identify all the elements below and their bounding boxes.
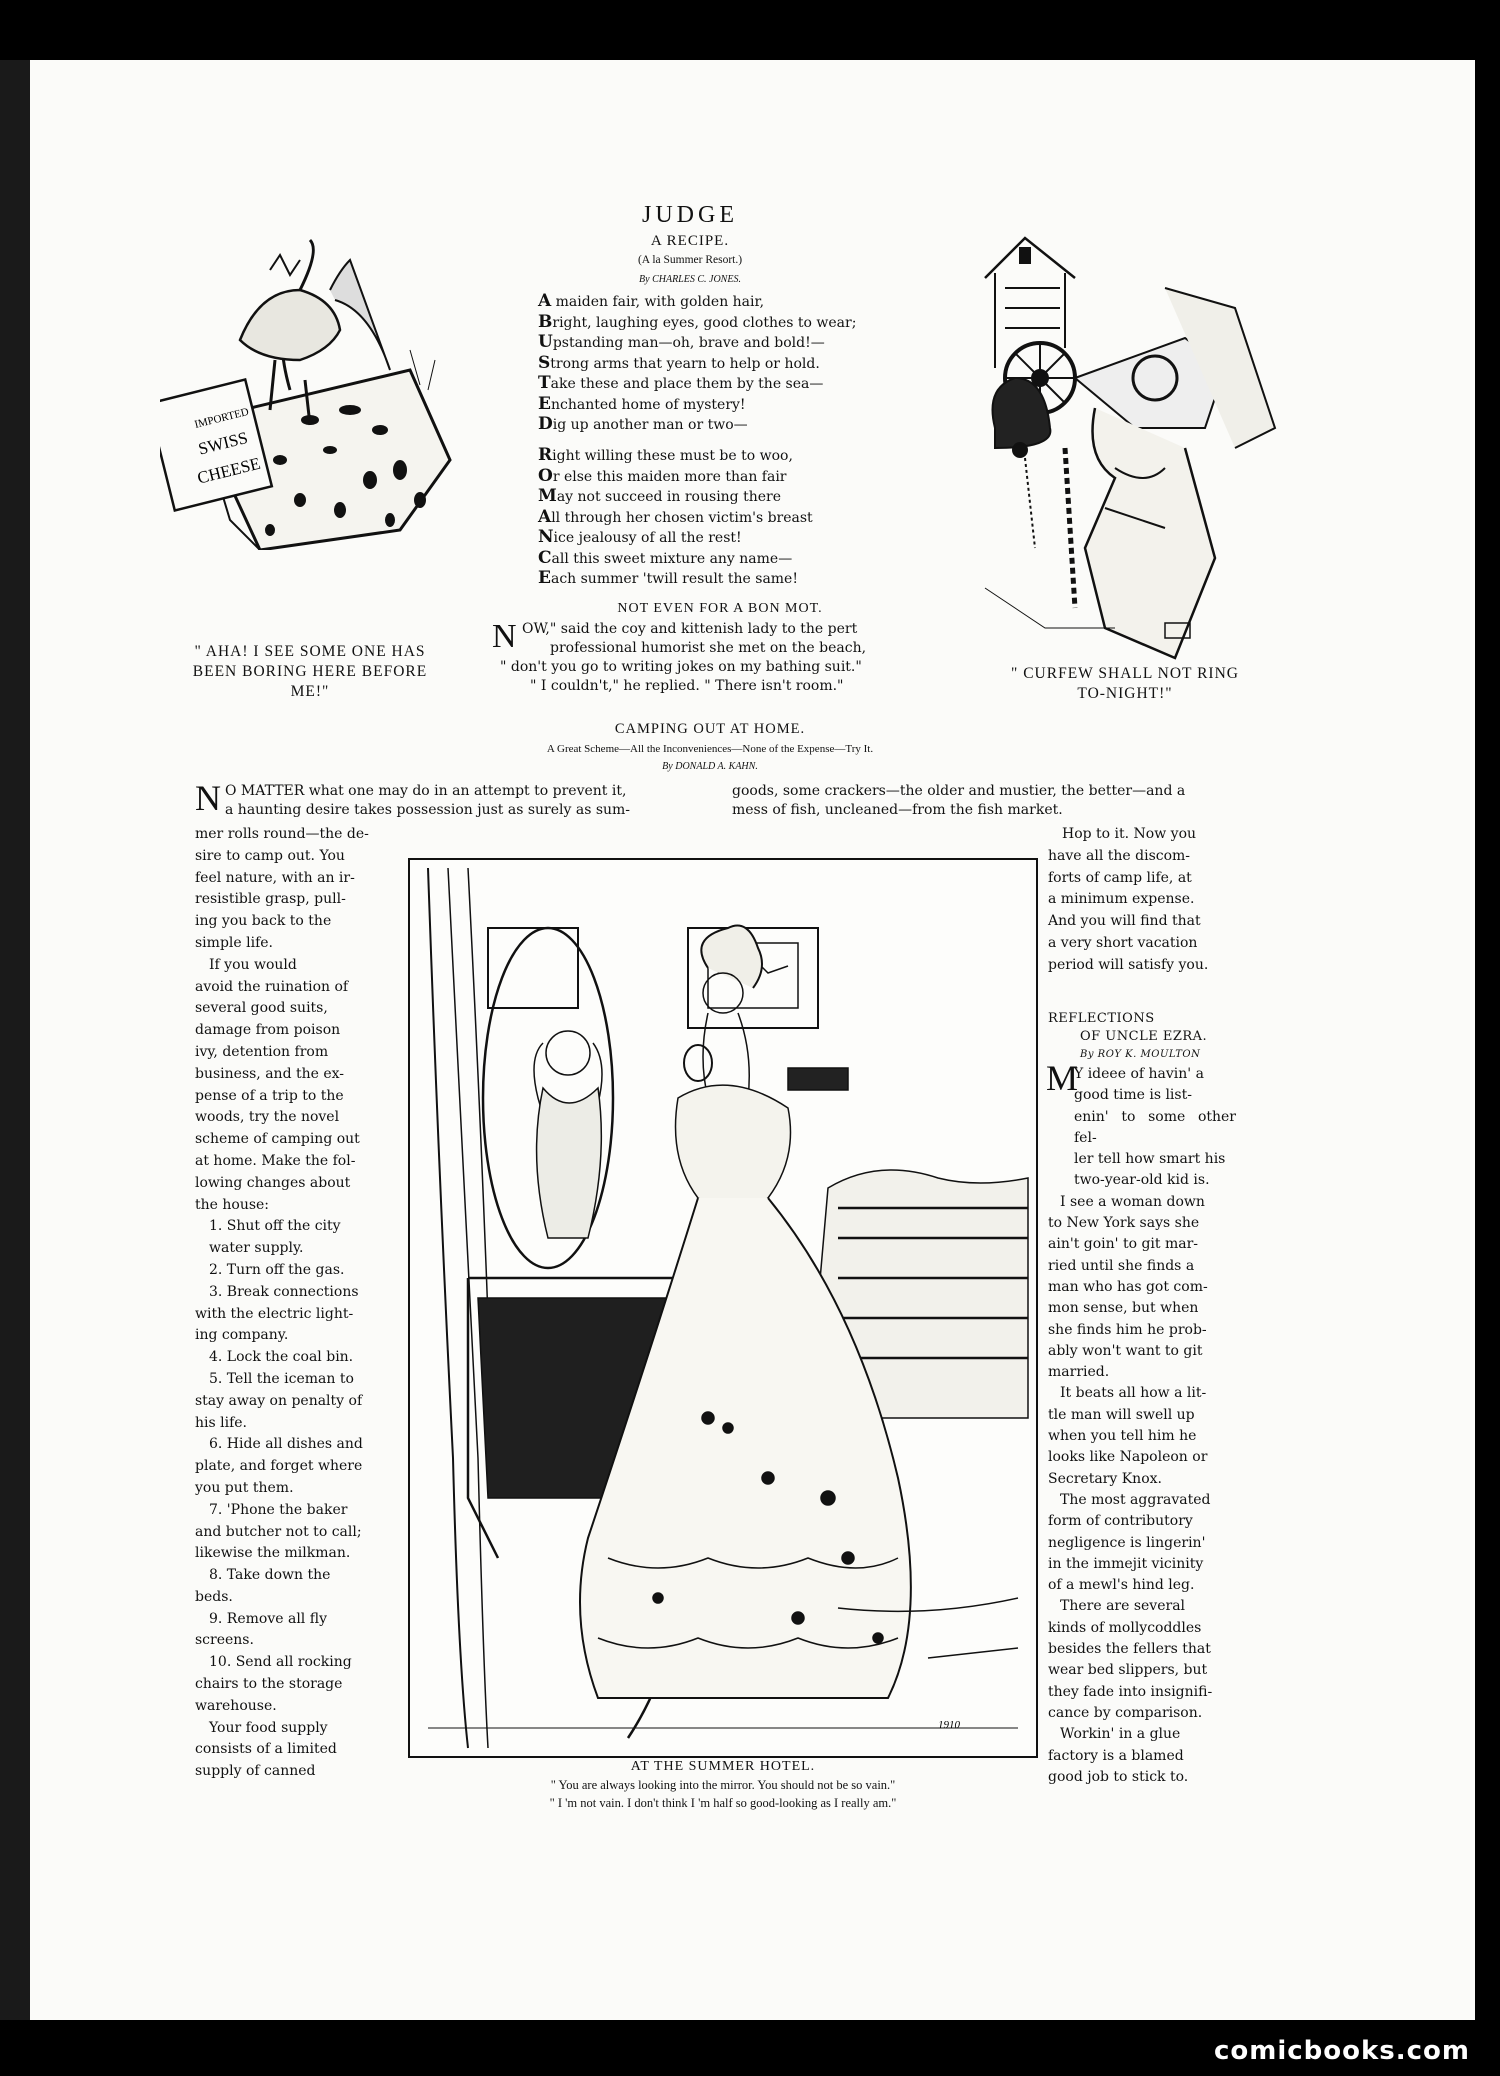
text-line: good job to stick to. [1048,1768,1189,1785]
text-line: at home. Make the fol- [195,1152,356,1169]
recipe-initial: S [538,352,551,373]
recipe-initial: M [538,486,557,506]
recipe-line [538,487,918,508]
recipe-initial: A [538,506,552,527]
text-line: 2. Turn off the gas. [209,1261,345,1278]
text-line: I see a woman down [1060,1193,1205,1210]
recipe-line-text: ight willing these must be to woo, [552,448,793,464]
text-line: you put them. [195,1479,294,1496]
text-line: enin' to some other fel- [1074,1108,1236,1146]
text-line: several good suits, [195,1000,328,1017]
recipe-stanza-1 [538,292,918,436]
camping-lead [195,778,755,820]
text-line: a minimum expense. [1048,891,1195,908]
text-line: And you will find that [1048,913,1201,930]
text-line: 9. Remove all fly [209,1610,327,1627]
bonmot-line-1: OW," said the coy and kittenish lady to the pert [522,621,858,637]
left-caption-line-1: " AHA! I SEE SOME ONE HAS [194,643,426,660]
recipe-line-text: maiden fair, with golden hair, [551,294,765,310]
binding-edge [0,60,30,2020]
text-line: Hop to it. Now you [1062,826,1197,842]
bonmot-line-3: " don't you go to writing jokes on my bathing suit." [500,659,862,675]
recipe-line-text: r else this maiden more than fair [552,468,787,485]
recipe-initial: B [538,311,553,332]
recipe-line-text: ake these and place them by the sea— [550,376,824,392]
recipe-line-text: nchanted home of mystery! [550,396,746,413]
text-line: Your food supply [209,1719,328,1736]
text-line: kinds of mollycoddles [1048,1619,1202,1636]
text-line: and butcher not to call; [195,1523,362,1540]
text-line: resistible grasp, pull- [195,891,346,908]
text-line: besides the fellers that [1048,1641,1211,1658]
text-line: The most aggravated [1060,1491,1211,1508]
recipe-line [538,415,918,436]
text-line: Secretary Knox. [1048,1470,1162,1487]
text-line: 5. Tell the iceman to [209,1370,354,1387]
text-line: business, and the ex- [195,1065,345,1082]
text-line: with the electric light- [195,1305,354,1322]
text-line: There are several [1060,1598,1186,1615]
camping-byline: By DONALD A. KAHN. [662,761,758,772]
text-line: likewise the milkman. [195,1545,351,1562]
text-line: ried until she finds a [1048,1257,1195,1274]
recipe-byline: By CHARLES C. JONES. [639,274,741,285]
recipe-initial: T [538,373,551,393]
recipe-initial: E [538,568,551,588]
text-line: ain't goin' to git mar- [1048,1236,1199,1253]
cheese-sign-line-1: IMPORTED [193,405,251,431]
cheese-sign-line-2: SWISS [196,428,250,459]
camping-top-right-line-1: goods, some crackers—the older and mustier, the better—and a [732,783,1186,799]
recipe-initial: N [538,527,554,547]
recipe-initial: C [538,547,552,568]
recipe-initial: A [538,291,552,311]
text-line: cance by comparison. [1048,1704,1203,1721]
recipe-line [538,333,918,354]
text-line: when you tell him he [1048,1428,1197,1445]
text-line: looks like Napoleon or [1048,1449,1208,1466]
bonmot-line-2: professional humorist she met on the beach, [550,640,867,656]
text-line: consists of a limited [195,1741,337,1758]
ezra-byline: By ROY K. MOULTON [1080,1049,1201,1060]
text-line: they fade into insignifi- [1048,1683,1213,1700]
recipe-title: A RECIPE. [650,233,730,249]
text-line: good time is list- [1074,1087,1192,1104]
recipe-line-text: ay not succeed in rousing there [556,489,781,505]
text-line: tle man will swell up [1048,1406,1195,1423]
illustration-caption-line-1: " You are always looking into the mirror. You should not be so vain." [550,1778,896,1792]
text-line: ing company. [195,1327,289,1344]
camping-lead-line-1: O MATTER what one may do in an attempt to prevent it, [225,783,627,799]
recipe-initial: U [538,332,553,352]
recipe-line-text: ach summer 'twill result the same! [550,571,798,587]
recipe-line-text: ll through her chosen victim's breast [551,509,813,526]
text-line: mon sense, but when [1048,1300,1199,1317]
illustration-signature: 1910 [938,1719,960,1731]
text-line: to New York says she [1048,1215,1200,1232]
ezra-title-1: REFLECTIONS [1048,1011,1155,1026]
text-line: If you would [209,956,297,973]
text-line: feel nature, with an ir- [195,869,355,886]
text-line: two-year-old kid is. [1074,1172,1210,1189]
recipe-initial: D [538,414,553,434]
recipe-line [538,395,918,416]
camping-lead-line-2: a haunting desire takes possession just as surely as sum- [225,802,631,818]
recipe-line-text: all this sweet mixture any name— [551,550,793,567]
camping-title: CAMPING OUT AT HOME. [614,721,806,737]
recipe-line-text: ice jealousy of all the rest! [553,530,742,546]
bonmot-title: NOT EVEN FOR A BON MOT. [617,601,823,616]
recipe-line [538,549,918,570]
recipe-line [538,528,918,549]
text-line: scheme of camping out [195,1131,360,1148]
text-line: screens. [195,1632,254,1649]
recipe-initial: E [538,393,551,414]
text-line: ivy, detention from [195,1043,329,1060]
recipe-line [538,354,918,375]
text-line: 1. Shut off the city [209,1218,341,1235]
camping-top-right-line-2: mess of fish, uncleaned—from the fish market. [732,802,1063,818]
text-line: negligence is lingerin' [1048,1534,1206,1551]
left-caption-line-3: ME!" [290,683,330,701]
text-line: 6. Hide all dishes and [209,1436,363,1453]
right-caption-line-1: " CURFEW SHALL NOT RING [1011,665,1239,682]
text-line: damage from poison [195,1022,341,1039]
recipe-stanza-2 [538,446,918,590]
text-line: wear bed slippers, but [1048,1662,1208,1679]
recipe-line [538,313,918,334]
text-line: warehouse. [195,1697,277,1714]
text-line: ler tell how smart his [1074,1151,1226,1168]
text-line: plate, and forget where [195,1458,363,1475]
text-line: man who has got com- [1048,1278,1208,1295]
illustration-caption-line-2: " I 'm not vain. I don't think I 'm half so good-looking as I really am." [549,1796,897,1810]
recipe-line [538,467,918,488]
text-line: forts of camp life, at [1048,869,1192,886]
cheese-sign-line-3: CHEESE [195,453,263,488]
text-line: lowing changes about [195,1174,351,1191]
text-line: form of contributory [1048,1513,1193,1530]
text-line: of a mewl's hind leg. [1048,1577,1195,1594]
text-line: 7. 'Phone the baker [209,1501,348,1518]
text-line: stay away on penalty of [195,1392,363,1409]
text-line: woods, try the novel [195,1109,340,1126]
text-line: factory is a blamed [1048,1747,1184,1764]
text-line: water supply. [209,1240,304,1257]
bonmot-dropcap: N [492,618,517,655]
right-caption-line-2: TO-NIGHT!" [1077,685,1173,703]
text-line: 8. Take down the [209,1567,331,1584]
text-line: supply of canned [195,1763,316,1780]
camping-column-1 [195,824,415,1783]
text-line: the house: [195,1196,270,1213]
left-cartoon-caption [160,642,460,702]
camping-dropcap: N [195,778,221,818]
text-line: pense of a trip to the [195,1087,344,1104]
text-line: Workin' in a glue [1060,1726,1181,1743]
recipe-line [538,446,918,467]
text-line: period will satisfy you. [1048,956,1209,973]
ezra-dropcap: M [1046,1058,1079,1098]
camping-subtitle: A Great Scheme—All the Inconveniences—None of the Expense—Try It. [546,743,874,755]
text-line: beds. [195,1588,233,1605]
recipe-line [538,292,918,313]
recipe-line [538,569,918,590]
stork-cheese-cartoon [160,230,460,550]
text-line: avoid the ruination of [195,978,349,995]
recipe-line-text: trong arms that yearn to help or hold. [550,355,820,372]
left-caption-line-2: BEEN BORING HERE BEFORE [192,663,428,681]
magazine-page [30,60,1475,2020]
text-line: chairs to the storage [195,1676,343,1693]
camping-column-3 [1048,824,1236,977]
ezra-column [1046,1058,1236,1788]
text-line: have all the discom- [1048,847,1191,864]
page-title: JUDGE [642,202,738,228]
text-line: 3. Break connections [209,1283,359,1300]
site-watermark: comicbooks.com [1213,2036,1470,2066]
text-line: his life. [195,1414,248,1431]
recipe-line-text: right, laughing eyes, good clothes to wear; [552,314,857,331]
recipe-line [538,508,918,529]
bonmot-line-4: " I couldn't," he replied. " There isn't room." [530,678,844,694]
summer-hotel-illustration [408,858,1038,1758]
recipe-line-text: ig up another man or two— [552,417,748,433]
text-line: mer rolls round—the de- [195,826,369,842]
text-line: simple life. [195,934,273,951]
bonmot-text [492,620,962,696]
recipe-initial: R [538,445,553,465]
text-line: a very short vacation [1048,934,1198,951]
right-cartoon-caption [980,664,1270,704]
text-line: in the immejit vicinity [1048,1555,1204,1572]
text-line: ing you back to the [195,913,332,930]
camping-top-right [732,782,1292,820]
recipe-line-text: pstanding man—oh, brave and bold!— [552,335,825,351]
text-line: sire to camp out. You [195,847,345,864]
text-line: It beats all how a lit- [1060,1385,1207,1402]
illustration-caption-title: AT THE SUMMER HOTEL. [630,1759,816,1774]
recipe-line [538,374,918,395]
recipe-subtitle: (A la Summer Resort.) [637,254,743,266]
ezra-heading [1048,1010,1238,1064]
curfew-bell-cartoon [965,228,1285,688]
recipe-initial: O [538,465,553,486]
text-line: she finds him he prob- [1048,1321,1207,1338]
text-line: married. [1048,1364,1110,1381]
text-line: 4. Lock the coal bin. [209,1349,354,1366]
text-line: 10. Send all rocking [209,1654,352,1671]
text-line: ably won't want to git [1048,1342,1203,1359]
ezra-title-2: OF UNCLE EZRA. [1080,1029,1208,1044]
text-line: Y ideee of havin' a [1074,1066,1204,1082]
